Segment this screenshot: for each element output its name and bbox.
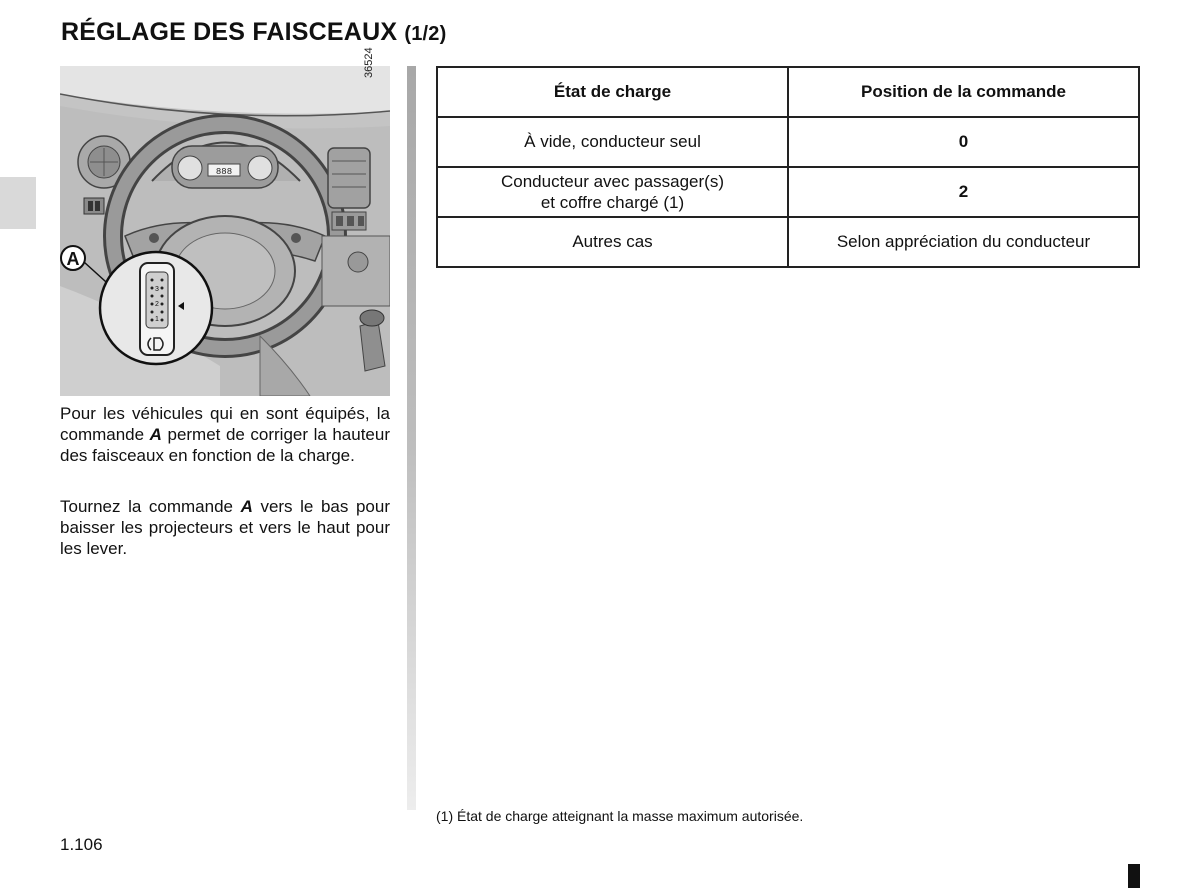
page-corner-marker bbox=[1128, 864, 1140, 888]
load-state-cell bbox=[437, 167, 788, 217]
header-load-state: État de charge bbox=[437, 67, 788, 117]
svg-text:3: 3 bbox=[155, 286, 159, 293]
load-state-cell bbox=[437, 117, 788, 167]
svg-text:2: 2 bbox=[155, 301, 159, 308]
paragraph-2-control-ref: A bbox=[240, 497, 253, 516]
paragraph-1 bbox=[60, 403, 390, 466]
load-state-text: Autres cas bbox=[572, 232, 653, 251]
load-state-text: À vide, conducteur seul bbox=[524, 132, 701, 151]
load-state-cell bbox=[437, 217, 788, 267]
table-header-row bbox=[437, 67, 1139, 117]
position-cell: 0 bbox=[788, 117, 1139, 167]
position-cell: Selon appréciation du conducteur bbox=[788, 217, 1139, 267]
table-row bbox=[437, 117, 1139, 167]
callout-label-a: A bbox=[66, 249, 80, 269]
title-main: RÉGLAGE DES FAISCEAUX bbox=[61, 18, 398, 46]
page-number: 1.106 bbox=[60, 835, 103, 854]
page-title bbox=[61, 18, 446, 47]
svg-text:1: 1 bbox=[155, 316, 159, 323]
load-position-table bbox=[436, 66, 1140, 268]
paragraph-2-start: Tournez la commande bbox=[60, 497, 241, 516]
position-cell: 2 bbox=[788, 167, 1139, 217]
header-control-position: Position de la commande bbox=[788, 67, 1139, 117]
load-state-text-line-1: Conducteur avec passager(s) bbox=[500, 172, 724, 191]
footnote: (1) État de charge atteignant la masse maximum autorisée. bbox=[436, 808, 804, 824]
column-divider bbox=[407, 66, 416, 810]
paragraph-1-control-ref: A bbox=[149, 425, 162, 444]
paragraph-1-start: Pour les véhicules qui en sont équipés, la commande bbox=[60, 404, 390, 444]
title-part: (1/2) bbox=[404, 23, 447, 45]
paragraph-2 bbox=[60, 496, 390, 559]
table-row bbox=[437, 217, 1139, 267]
cluster-display-text: 888 bbox=[215, 167, 233, 177]
paragraph-2-end: vers le bas pour baisser les projecteurs et vers le haut pour les lever. bbox=[60, 497, 390, 558]
section-tab bbox=[0, 177, 36, 229]
table-row bbox=[437, 167, 1139, 217]
figure-number: 36524 bbox=[363, 47, 375, 78]
load-state-text-line-2: et coffre chargé (1) bbox=[540, 193, 685, 212]
dashboard-illustration bbox=[60, 66, 390, 396]
paragraph-1-end: permet de corriger la hauteur des faisceaux en fonction de la charge. bbox=[60, 425, 390, 465]
